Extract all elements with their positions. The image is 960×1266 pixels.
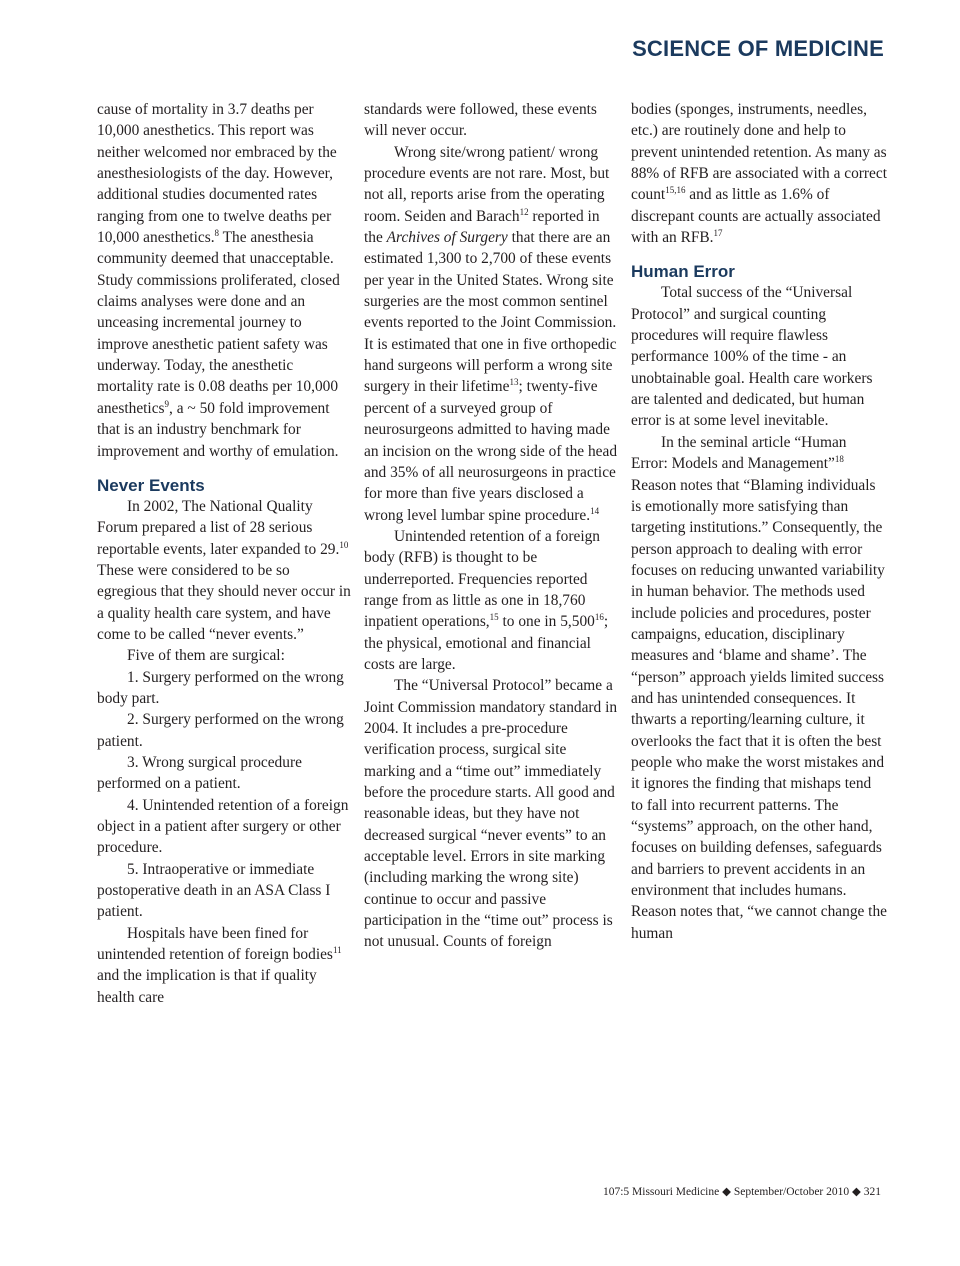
reference-11: 11 bbox=[332, 945, 342, 956]
paragraph: Five of them are surgical: bbox=[127, 647, 285, 665]
page-number: 321 bbox=[863, 1186, 881, 1198]
reference-12: 12 bbox=[519, 206, 529, 217]
reference-18: 18 bbox=[834, 454, 844, 465]
section-title: SCIENCE OF MEDICINE bbox=[632, 36, 884, 61]
footer-journal: 107:5 Missouri Medicine bbox=[602, 1186, 720, 1198]
page-footer bbox=[603, 1184, 881, 1198]
journal-title: Archives of Surgery bbox=[386, 229, 508, 247]
paragraph: standards were followed, these events will never occur. bbox=[364, 101, 597, 140]
paragraph: Unintended retention of a foreign body (RFB) is thought to be underreported. Frequencies reported range from as little as one in 18,760 inpatient operations,$^{15}$ to one in 5,500$^{16}$; the physical, emotional and financial costs are large. bbox=[364, 527, 609, 673]
list-item: 2. Surgery performed on the wrong patient. bbox=[97, 711, 344, 750]
column-1 bbox=[97, 99, 353, 1008]
diamond-separator-icon: ◆ bbox=[722, 1186, 731, 1198]
paragraph: bodies (sponges, instruments, needles, etc.) are routinely done and help to prevent unintended retention. As many as 88% of RFB are associated with a correct count$^{15,16}$ and as little as 1.6% of discrepant counts are actually associated with an RFB.$^{17}$ bbox=[631, 101, 887, 247]
reference-9: 9 bbox=[164, 398, 170, 409]
diamond-separator-icon: ◆ bbox=[852, 1186, 861, 1198]
column-2 bbox=[364, 99, 620, 953]
reference-15-16: 15,16 bbox=[665, 185, 686, 196]
paragraph: Wrong site/wrong patient/ wrong procedure events are not rare. Most, but not all, reports arise from the operating room. Seiden and Barach$^{12}$ reported in the Archives of Surgery that there are an estimated 1,300 to 2,700 of these events per year in the United States. Wrong site surgeries are the most common sentinel events reported to the Joint Commission. It is estimated that one in five orthopedic hand surgeons will perform a wrong site surgery in their lifetime$^{13}$; twenty-five percent of a surveyed group of neurosurgeons admitted to having made an incision on the wrong side of the head and 35% of all neurosurgeons in practice for more than five years disclosed a wrong level lumbar spine procedure.$^{14}$ bbox=[364, 143, 618, 524]
heading-human-error: Human Error bbox=[631, 262, 735, 282]
paragraph: In the seminal article “Human Error: Models and Management”$^{18}$ Reason notes that “Blaming individuals is emotionally more satisfying than targeting institutions.” Consequently, the person approach to dealing with error focuses on reducing unwanted variability in human behavior. The methods used include policies and procedures, poster campaigns, education, disciplinary measures and ‘blame and shame’. The “person” approach yields limited success and has unintended consequences. It thwarts a reporting/learning culture, it overlooks the fact that it is often the best people who make the worst mistakes and it ignores the finding that mishaps tend to fall into recurrent patterns. The “systems” approach, on the other hand, focuses on building defenses, safeguards and barriers to prevent accidents in an environment that includes humans. Reason notes that, “we cannot change the human bbox=[631, 433, 887, 942]
reference-13: 13 bbox=[509, 377, 519, 388]
reference-17: 17 bbox=[713, 228, 723, 239]
paragraph: cause of mortality in 3.7 deaths per 10,000 anesthetics. This report was neither welcomed nor embraced by the anesthesiologists of the day. However, additional studies documented rates ranging from one to twelve deaths per 10,000 anesthetics.$^8$ The anesthesia community deemed that unacceptable. Study commissions proliferated, closed claims analyses were done and an unceasing incremental journey to improve anesthetic patient safety was underway. Today, the anesthetic mortality rate is 0.08 deaths per 10,000 anesthetics$^9$, a ~ 50 fold improvement that is an industry benchmark for improvement and worthy of emulation. bbox=[97, 101, 340, 460]
reference-14: 14 bbox=[590, 505, 600, 516]
paragraph: The “Universal Protocol” became a Joint Commission mandatory standard in 2004. It includes a pre-procedure verification process, surgical site marking and a “time out” immediately before the procedure starts. All good and reasonable ideas, but they have not decreased surgical “never events” to an acceptable level. Errors in site marking (including marking the wrong site) continue to occur and passive participation in the “time out” process is not unusual. Counts of foreign bbox=[364, 677, 618, 951]
paragraph: Total success of the “Universal Protocol” and surgical counting procedures will require flawless performance 100% of the time - an unobtainable goal. Health care workers are talented and dedicated, but human error is at some level inevitable. bbox=[631, 284, 873, 430]
reference-8: 8 bbox=[214, 228, 220, 239]
footer-issue: September/October 2010 bbox=[733, 1186, 850, 1198]
paragraph: In 2002, The National Quality Forum prepared a list of 28 serious reportable events, later expanded to 29.10 These were considered to be so egregious that they should never occur in a quality health care system, and have come to be called “never events.” bbox=[97, 497, 351, 643]
column-3 bbox=[631, 99, 887, 944]
heading-never-events: Never Events bbox=[97, 475, 205, 495]
list-item: 4. Unintended retention of a foreign object in a patient after surgery or other procedure. bbox=[97, 796, 349, 857]
list-item: 5. Intraoperative or immediate postoperative death in an ASA Class I patient. bbox=[97, 860, 331, 921]
reference-15: 15 bbox=[489, 612, 499, 623]
list-item: 3. Wrong surgical procedure performed on a patient. bbox=[97, 753, 302, 793]
paragraph: Hospitals have been fined for unintended retention of foreign bodies$^{11}$ and the implication is that if quality health care bbox=[97, 924, 342, 1006]
reference-16: 16 bbox=[594, 612, 604, 623]
list-item: 1. Surgery performed on the wrong body part. bbox=[97, 668, 344, 707]
reference-10: 10 bbox=[339, 539, 349, 550]
